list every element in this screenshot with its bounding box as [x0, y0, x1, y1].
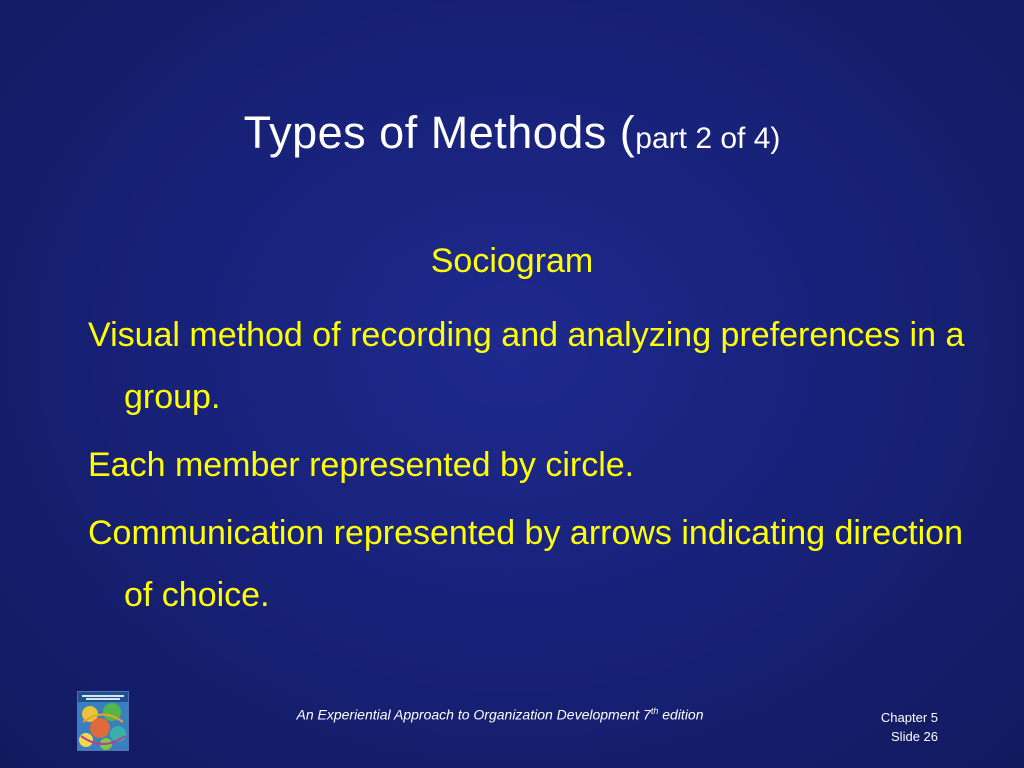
slide-content: [88, 238, 968, 632]
content-heading: Sociogram: [430, 242, 594, 280]
footer-chapter: Chapter 5: [880, 710, 938, 725]
footer-book-title-sup: th: [650, 706, 659, 716]
content-paragraph: Communication represented by arrows indicating direction of choice.: [88, 514, 963, 614]
footer-book-title-pre: An Experiential Approach to Organization Development 7: [296, 706, 651, 723]
slide-title: [0, 105, 1024, 167]
slide-title-sub: part 2 of 4): [635, 122, 781, 155]
footer-slide-info: [881, 708, 938, 746]
slide-title-main: Types of Methods (: [243, 107, 636, 158]
content-paragraph: Visual method of recording and analyzing preferences in a group.: [88, 316, 965, 416]
content-paragraph: Each member represented by circle.: [88, 446, 635, 484]
footer-book-title: [0, 706, 1000, 723]
footer-slide-number: Slide 26: [891, 729, 938, 744]
footer-book-title-post: edition: [658, 706, 704, 723]
